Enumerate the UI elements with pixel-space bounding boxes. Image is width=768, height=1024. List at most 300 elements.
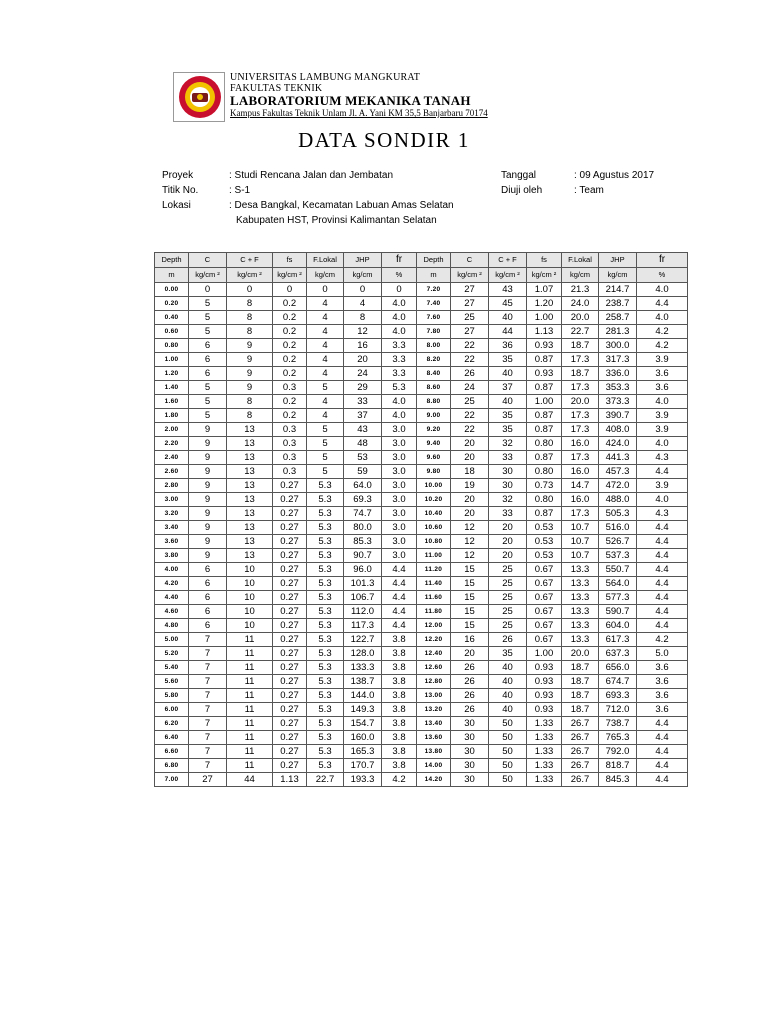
data-cell: 44	[227, 773, 273, 787]
data-cell: 4.0	[382, 409, 417, 423]
data-cell: 4.2	[637, 633, 688, 647]
data-cell: 5	[307, 451, 344, 465]
data-cell: 11	[227, 731, 273, 745]
table-row	[155, 717, 688, 731]
data-cell: 0.93	[527, 675, 562, 689]
data-cell: 4	[307, 311, 344, 325]
data-cell: 10.7	[562, 535, 599, 549]
data-cell: 4.4	[382, 577, 417, 591]
data-cell: 24	[344, 367, 382, 381]
data-cell: 4	[307, 395, 344, 409]
tanggal-label: Tanggal	[501, 170, 537, 181]
data-cell: 32	[489, 493, 527, 507]
data-cell: 12	[451, 549, 489, 563]
data-cell: 25	[489, 605, 527, 619]
data-cell: 3.9	[637, 423, 688, 437]
depth-cell: 0.00	[155, 283, 189, 297]
data-cell: 26.7	[562, 717, 599, 731]
data-cell: 13	[227, 437, 273, 451]
data-cell: 25	[451, 395, 489, 409]
column-unit: kg/cm ²	[489, 268, 527, 283]
depth-cell: 2.20	[155, 437, 189, 451]
data-cell: 0.27	[273, 577, 307, 591]
letterhead	[173, 72, 593, 122]
data-cell: 5.3	[307, 703, 344, 717]
data-cell: 19	[451, 479, 489, 493]
data-cell: 20.0	[562, 311, 599, 325]
project-info	[162, 168, 492, 230]
diuji-label: Diuji oleh	[501, 185, 543, 196]
data-cell: 1.00	[527, 395, 562, 409]
table-row	[155, 283, 688, 297]
data-cell: 0.67	[527, 619, 562, 633]
depth-cell: 7.20	[417, 283, 451, 297]
data-cell: 472.0	[599, 479, 637, 493]
column-unit: kg/cm ²	[451, 268, 489, 283]
data-cell: 4.2	[637, 339, 688, 353]
data-cell: 4.4	[637, 731, 688, 745]
data-cell: 792.0	[599, 745, 637, 759]
data-cell: 0.93	[527, 689, 562, 703]
data-cell: 4.0	[637, 283, 688, 297]
data-cell: 122.7	[344, 633, 382, 647]
data-cell: 26	[451, 675, 489, 689]
data-cell: 5	[189, 395, 227, 409]
data-cell: 5.3	[307, 535, 344, 549]
data-cell: 138.7	[344, 675, 382, 689]
depth-cell: 0.60	[155, 325, 189, 339]
data-cell: 5.3	[307, 577, 344, 591]
data-cell: 5.3	[307, 521, 344, 535]
depth-cell: 13.60	[417, 731, 451, 745]
column-unit: %	[637, 268, 688, 283]
data-cell: 13	[227, 507, 273, 521]
data-cell: 5.3	[307, 731, 344, 745]
data-cell: 0.67	[527, 633, 562, 647]
depth-cell: 11.20	[417, 563, 451, 577]
data-cell: 44	[489, 325, 527, 339]
depth-cell: 9.60	[417, 451, 451, 465]
data-cell: 4.4	[637, 773, 688, 787]
data-cell: 3.6	[637, 675, 688, 689]
table-row	[155, 353, 688, 367]
data-cell: 577.3	[599, 591, 637, 605]
data-cell: 1.33	[527, 759, 562, 773]
data-cell: 133.3	[344, 661, 382, 675]
data-cell: 80.0	[344, 521, 382, 535]
data-cell: 4.4	[637, 591, 688, 605]
depth-cell: 14.20	[417, 773, 451, 787]
data-cell: 9	[189, 507, 227, 521]
table-row	[155, 605, 688, 619]
data-cell: 13	[227, 493, 273, 507]
depth-cell: 12.40	[417, 647, 451, 661]
data-cell: 5.3	[382, 381, 417, 395]
data-cell: 281.3	[599, 325, 637, 339]
data-cell: 27	[189, 773, 227, 787]
data-cell: 0.2	[273, 409, 307, 423]
table-row	[155, 563, 688, 577]
table-row	[155, 297, 688, 311]
data-cell: 0.2	[273, 297, 307, 311]
data-cell: 20	[489, 549, 527, 563]
data-cell: 3.0	[382, 507, 417, 521]
data-cell: 1.13	[273, 773, 307, 787]
data-cell: 0.67	[527, 605, 562, 619]
depth-cell: 1.80	[155, 409, 189, 423]
data-cell: 17.3	[562, 507, 599, 521]
depth-cell: 6.20	[155, 717, 189, 731]
data-cell: 18.7	[562, 703, 599, 717]
data-cell: 24.0	[562, 297, 599, 311]
column-header: C	[451, 253, 489, 268]
data-cell: 0.27	[273, 717, 307, 731]
data-cell: 4.4	[637, 619, 688, 633]
table-row	[155, 521, 688, 535]
data-cell: 6	[189, 577, 227, 591]
data-cell: 4.0	[637, 493, 688, 507]
data-cell: 0.2	[273, 311, 307, 325]
data-cell: 4	[307, 409, 344, 423]
data-cell: 336.0	[599, 367, 637, 381]
data-cell: 3.0	[382, 465, 417, 479]
data-cell: 537.3	[599, 549, 637, 563]
data-cell: 16	[451, 633, 489, 647]
data-cell: 0.27	[273, 507, 307, 521]
data-cell: 5.3	[307, 605, 344, 619]
depth-cell: 10.80	[417, 535, 451, 549]
data-cell: 317.3	[599, 353, 637, 367]
column-unit: kg/cm	[307, 268, 344, 283]
depth-cell: 14.00	[417, 759, 451, 773]
data-cell: 12	[451, 521, 489, 535]
table-row	[155, 325, 688, 339]
depth-cell: 0.20	[155, 297, 189, 311]
data-cell: 5	[189, 325, 227, 339]
data-cell: 0.87	[527, 507, 562, 521]
titik-value: : S-1	[229, 185, 251, 196]
column-unit: kg/cm	[562, 268, 599, 283]
data-cell: 3.9	[637, 353, 688, 367]
data-cell: 1.07	[527, 283, 562, 297]
depth-cell: 6.40	[155, 731, 189, 745]
data-cell: 9	[189, 535, 227, 549]
data-cell: 18	[451, 465, 489, 479]
data-cell: 637.3	[599, 647, 637, 661]
data-cell: 564.0	[599, 577, 637, 591]
data-cell: 5.3	[307, 619, 344, 633]
data-cell: 18.7	[562, 339, 599, 353]
data-cell: 3.0	[382, 521, 417, 535]
data-cell: 4.2	[637, 325, 688, 339]
depth-cell: 7.80	[417, 325, 451, 339]
data-cell: 11	[227, 647, 273, 661]
data-cell: 50	[489, 773, 527, 787]
data-cell: 0.27	[273, 549, 307, 563]
data-cell: 5	[189, 297, 227, 311]
table-row	[155, 409, 688, 423]
data-cell: 20	[451, 507, 489, 521]
depth-cell: 0.40	[155, 311, 189, 325]
data-cell: 193.3	[344, 773, 382, 787]
data-cell: 0.27	[273, 745, 307, 759]
university-name: UNIVERSITAS LAMBUNG MANGKURAT	[230, 72, 421, 83]
data-cell: 3.6	[637, 381, 688, 395]
data-cell: 101.3	[344, 577, 382, 591]
data-cell: 5.3	[307, 661, 344, 675]
data-cell: 3.0	[382, 479, 417, 493]
column-header: fs	[273, 253, 307, 268]
data-cell: 3.8	[382, 717, 417, 731]
titik-label: Titik No.	[162, 185, 199, 196]
depth-cell: 8.40	[417, 367, 451, 381]
data-cell: 20	[344, 353, 382, 367]
data-cell: 30	[451, 731, 489, 745]
data-cell: 27	[451, 283, 489, 297]
column-header: fr	[382, 253, 417, 268]
data-cell: 15	[451, 563, 489, 577]
data-cell: 0.93	[527, 339, 562, 353]
column-header: Depth	[155, 253, 189, 268]
sondir-data-table	[154, 252, 688, 787]
data-cell: 50	[489, 717, 527, 731]
depth-cell: 3.60	[155, 535, 189, 549]
data-cell: 10.7	[562, 521, 599, 535]
data-cell: 5.3	[307, 493, 344, 507]
data-cell: 3.3	[382, 353, 417, 367]
data-cell: 90.7	[344, 549, 382, 563]
table-row	[155, 437, 688, 451]
table-row	[155, 647, 688, 661]
data-cell: 4	[307, 367, 344, 381]
data-cell: 16.0	[562, 465, 599, 479]
data-cell: 17.3	[562, 451, 599, 465]
depth-cell: 2.00	[155, 423, 189, 437]
table-header	[155, 253, 688, 283]
data-cell: 712.0	[599, 703, 637, 717]
data-cell: 16.0	[562, 493, 599, 507]
proyek-value: : Studi Rencana Jalan dan Jembatan	[229, 170, 393, 181]
depth-cell: 12.00	[417, 619, 451, 633]
data-cell: 13	[227, 451, 273, 465]
data-cell: 35	[489, 647, 527, 661]
data-cell: 15	[451, 577, 489, 591]
data-cell: 13	[227, 521, 273, 535]
data-cell: 35	[489, 353, 527, 367]
data-cell: 40	[489, 367, 527, 381]
data-cell: 22.7	[307, 773, 344, 787]
data-cell: 30	[489, 479, 527, 493]
depth-cell: 12.20	[417, 633, 451, 647]
depth-cell: 8.60	[417, 381, 451, 395]
depth-cell: 7.00	[155, 773, 189, 787]
data-cell: 4.4	[637, 577, 688, 591]
lokasi-label: Lokasi	[162, 200, 191, 211]
data-cell: 0.27	[273, 703, 307, 717]
data-cell: 408.0	[599, 423, 637, 437]
data-cell: 17.3	[562, 423, 599, 437]
table-row	[155, 591, 688, 605]
data-cell: 10	[227, 577, 273, 591]
depth-cell: 13.80	[417, 745, 451, 759]
depth-cell: 4.20	[155, 577, 189, 591]
data-cell: 674.7	[599, 675, 637, 689]
data-cell: 13.3	[562, 605, 599, 619]
data-cell: 40	[489, 703, 527, 717]
data-cell: 0.27	[273, 675, 307, 689]
depth-cell: 5.40	[155, 661, 189, 675]
data-cell: 18.7	[562, 689, 599, 703]
data-cell: 3.0	[382, 535, 417, 549]
data-cell: 4.0	[637, 395, 688, 409]
column-header: C + F	[227, 253, 273, 268]
column-header: Depth	[417, 253, 451, 268]
depth-cell: 5.60	[155, 675, 189, 689]
table-row	[155, 507, 688, 521]
column-header: JHP	[599, 253, 637, 268]
data-cell: 9	[189, 451, 227, 465]
data-cell: 7	[189, 731, 227, 745]
data-cell: 0.2	[273, 367, 307, 381]
data-cell: 165.3	[344, 745, 382, 759]
data-cell: 13	[227, 423, 273, 437]
depth-cell: 1.60	[155, 395, 189, 409]
data-cell: 43	[344, 423, 382, 437]
data-cell: 3.3	[382, 339, 417, 353]
table-row	[155, 451, 688, 465]
data-cell: 26.7	[562, 745, 599, 759]
data-cell: 10	[227, 563, 273, 577]
data-cell: 0.53	[527, 521, 562, 535]
depth-cell: 4.60	[155, 605, 189, 619]
depth-cell: 6.00	[155, 703, 189, 717]
depth-cell: 8.80	[417, 395, 451, 409]
data-cell: 43	[489, 283, 527, 297]
data-cell: 13	[227, 535, 273, 549]
data-cell: 7	[189, 759, 227, 773]
data-cell: 17.3	[562, 381, 599, 395]
data-cell: 25	[489, 563, 527, 577]
data-cell: 0.80	[527, 437, 562, 451]
data-cell: 3.8	[382, 745, 417, 759]
data-cell: 27	[451, 297, 489, 311]
data-cell: 30	[451, 745, 489, 759]
data-cell: 128.0	[344, 647, 382, 661]
data-cell: 144.0	[344, 689, 382, 703]
data-cell: 14.7	[562, 479, 599, 493]
depth-cell: 0.80	[155, 339, 189, 353]
data-cell: 4.4	[637, 535, 688, 549]
data-cell: 5.3	[307, 689, 344, 703]
data-cell: 30	[451, 773, 489, 787]
data-cell: 604.0	[599, 619, 637, 633]
depth-cell: 7.60	[417, 311, 451, 325]
depth-cell: 3.20	[155, 507, 189, 521]
data-cell: 4.4	[637, 745, 688, 759]
data-cell: 9	[189, 437, 227, 451]
data-cell: 27	[451, 325, 489, 339]
data-cell: 40	[489, 675, 527, 689]
data-cell: 0.27	[273, 563, 307, 577]
data-cell: 13.3	[562, 619, 599, 633]
data-cell: 1.33	[527, 731, 562, 745]
lab-name: LABORATORIUM MEKANIKA TANAH	[230, 93, 471, 108]
lab-address: Kampus Fakultas Teknik Unlam Jl. A. Yani KM 35,5 Banjarbaru 70174	[230, 108, 488, 118]
column-unit: kg/cm	[344, 268, 382, 283]
data-cell: 9	[189, 465, 227, 479]
data-cell: 8	[227, 395, 273, 409]
university-logo	[173, 72, 225, 122]
column-unit: %	[382, 268, 417, 283]
data-cell: 3.8	[382, 703, 417, 717]
data-cell: 11	[227, 703, 273, 717]
data-cell: 4.3	[637, 451, 688, 465]
column-header: F.Lokal	[307, 253, 344, 268]
depth-cell: 13.20	[417, 703, 451, 717]
data-cell: 4.4	[637, 605, 688, 619]
data-cell: 20.0	[562, 647, 599, 661]
data-cell: 1.00	[527, 311, 562, 325]
depth-cell: 5.80	[155, 689, 189, 703]
data-cell: 22	[451, 353, 489, 367]
data-cell: 3.0	[382, 493, 417, 507]
data-cell: 40	[489, 395, 527, 409]
data-cell: 10	[227, 591, 273, 605]
data-cell: 154.7	[344, 717, 382, 731]
data-cell: 1.20	[527, 297, 562, 311]
data-cell: 9	[227, 367, 273, 381]
page-title: DATA SONDIR 1	[298, 128, 470, 152]
data-cell: 96.0	[344, 563, 382, 577]
data-cell: 26	[451, 367, 489, 381]
depth-cell: 4.00	[155, 563, 189, 577]
data-cell: 50	[489, 745, 527, 759]
data-cell: 16.0	[562, 437, 599, 451]
data-cell: 214.7	[599, 283, 637, 297]
data-cell: 5.3	[307, 591, 344, 605]
data-cell: 149.3	[344, 703, 382, 717]
table-row	[155, 675, 688, 689]
data-cell: 5.3	[307, 549, 344, 563]
data-cell: 4.4	[382, 605, 417, 619]
data-cell: 18.7	[562, 675, 599, 689]
data-cell: 40	[489, 689, 527, 703]
data-cell: 22	[451, 423, 489, 437]
data-cell: 0.53	[527, 549, 562, 563]
data-cell: 0	[189, 283, 227, 297]
data-cell: 488.0	[599, 493, 637, 507]
data-cell: 4	[307, 353, 344, 367]
data-cell: 4	[307, 339, 344, 353]
data-cell: 26.7	[562, 759, 599, 773]
data-cell: 5	[307, 465, 344, 479]
data-cell: 40	[489, 661, 527, 675]
data-cell: 0.27	[273, 731, 307, 745]
data-cell: 22	[451, 339, 489, 353]
table-row	[155, 311, 688, 325]
data-cell: 8	[227, 311, 273, 325]
data-cell: 20	[489, 521, 527, 535]
column-unit: kg/cm ²	[527, 268, 562, 283]
data-cell: 765.3	[599, 731, 637, 745]
data-cell: 390.7	[599, 409, 637, 423]
data-cell: 457.3	[599, 465, 637, 479]
data-cell: 7	[189, 745, 227, 759]
data-cell: 106.7	[344, 591, 382, 605]
data-cell: 845.3	[599, 773, 637, 787]
data-cell: 30	[489, 465, 527, 479]
data-cell: 4.0	[382, 325, 417, 339]
